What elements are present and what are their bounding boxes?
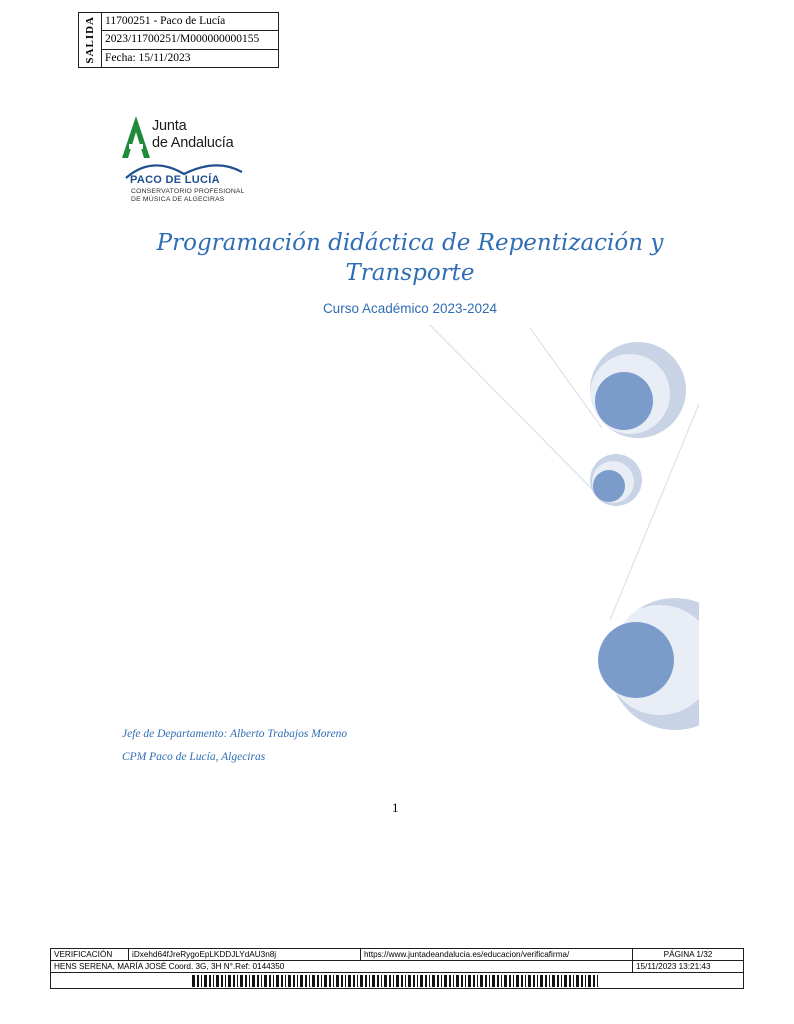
page-count: PÁGINA 1/32: [633, 949, 744, 961]
stamp-side-label: [79, 13, 102, 67]
logo-conservatorio-text: [131, 188, 245, 204]
logo-paco-text: PACO DE LUCÍA: [130, 174, 220, 186]
barcode-row: [51, 973, 744, 989]
academic-year-subtitle: Curso Académico 2023-2024: [322, 301, 498, 316]
logo-junta-line2: de Andalucía: [152, 135, 234, 151]
logo-conservatorio-line2: DE MÚSICA DE ALGECIRAS: [131, 196, 225, 203]
decor-line-2: [530, 328, 602, 428]
stamp-lines: [102, 13, 278, 67]
stamp-line-center: 11700251 - Paco de Lucía: [102, 13, 278, 31]
title-line1: Programación didáctica de Repentización y: [156, 230, 664, 256]
page-number: 1: [392, 800, 399, 815]
logo-junta-text: [152, 118, 233, 152]
verification-code: iDxehd64fJreRygoEpLKDDJLYdAU3n8j: [129, 949, 361, 961]
institution-logo: [120, 114, 260, 214]
center-name: CPM Paco de Lucía, Algeciras: [122, 751, 266, 763]
decorative-circles: [420, 320, 710, 740]
barcode-icon: [192, 975, 602, 987]
department-head: Jefe de Departamento: Alberto Trabajos Moreno: [122, 728, 348, 740]
logo-junta-line1: Junta: [152, 118, 187, 134]
stamp-line-date: Fecha: 15/11/2023: [105, 51, 191, 64]
verification-url[interactable]: https://www.juntadeandalucia.es/educacion/verificafirma/: [361, 949, 633, 961]
decor-circle-1-inner: [595, 372, 653, 430]
decor-circle-3-inner: [598, 622, 674, 698]
signature-datetime: 15/11/2023 13:21:43: [633, 961, 744, 973]
verification-table: [50, 948, 744, 989]
title-line2: Transporte: [345, 260, 475, 286]
registry-stamp: [78, 12, 279, 68]
stamp-salida-text: SALIDA: [84, 16, 96, 64]
logo-conservatorio-line1: CONSERVATORIO PROFESIONAL: [131, 188, 245, 195]
signer-row: [51, 961, 744, 973]
document-title: [100, 228, 720, 288]
decor-line-3: [610, 404, 699, 620]
barcode-cell: [51, 973, 744, 989]
junta-andalucia-icon: [120, 114, 152, 160]
stamp-line-registry-number: 2023/11700251/M000000000155: [102, 31, 278, 49]
decor-circle-2-inner: [593, 470, 625, 502]
verification-row: [51, 949, 744, 961]
signer-info: HENS SERENA, MARÍA JOSÉ Coord. 3G, 3H N°.Ref: 0144350: [51, 961, 633, 973]
decor-line-1: [430, 325, 595, 492]
verification-label: VERIFICACIÓN: [51, 949, 129, 961]
